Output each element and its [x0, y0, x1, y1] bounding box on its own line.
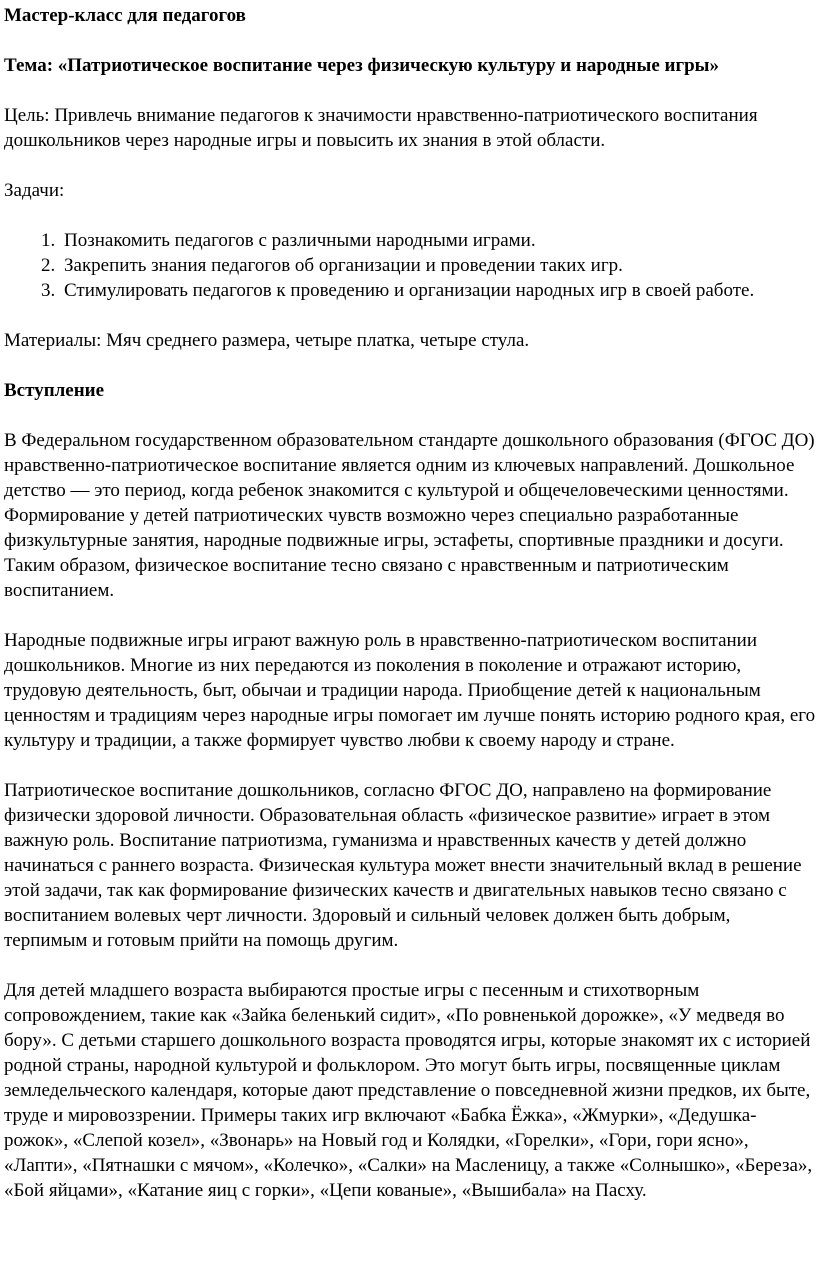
tasks-list [4, 228, 816, 303]
task-item: 3. Стимулировать педагогов к проведению и организации народных игр в своей работе. [60, 278, 816, 303]
task-item: 1. Познакомить педагогов с различными народными играми. [60, 228, 816, 253]
intro-paragraph-3: Патриотическое воспитание дошкольников, согласно ФГОС ДО, направлено на формирование физически здоровой личности. Образовательная область «физическое развитие» играет в этом важную роль. Воспитание патриотизма, гуманизма и нравственных качеств у детей должно начинаться с раннего возраста. Физическая культура может внести значительный вклад в решение этой задачи, так как формирование физических качеств и двигательных навыков тесно связано с воспитанием волевых черт личности. Здоровый и сильный человек должен быть добрым, терпимым и готовым прийти на помощь другим. [4, 780, 802, 951]
tasks-label: Задачи: [4, 180, 65, 201]
materials-paragraph: Материалы: Мяч среднего размера, четыре платка, четыре стула. [4, 330, 530, 351]
intro-paragraph-4: Для детей младшего возраста выбираются простые игры с песенным и стихотворным сопровождением, такие как «Зайка беленький сидит», «По ровненькой дорожке», «У медведя во бору». С детьми старшего дошкольного возраста проводятся игры, которые знакомят их с историей родной страны, народной культурой и фольклором. Это могут быть игры, посвященные циклам земледельческого календаря, которые дают представление о повседневной жизни предков, их быте, труде и мировоззрении. Примеры таких игр включают «Бабка Ёжка», «Жмурки», «Дедушка-рожок», «Слепой козел», «Звонарь» на Новый год и Колядки, «Горелки», «Гори, гори ясно», «Лапти», «Пятнашки с мячом», «Колечко», «Салки» на Масленицу, а также «Солнышко», «Береза», «Бой яйцами», «Катание яиц с горки», «Цепи кованые», «Вышибала» на Пасху. [4, 980, 813, 1201]
task-item: 2. Закрепить знания педагогов об организации и проведении таких игр. [60, 253, 816, 278]
topic-line: Тема: «Патриотическое воспитание через физическую культуру и народные игры» [4, 55, 719, 76]
intro-heading: Вступление [4, 380, 105, 401]
intro-paragraph-2: Народные подвижные игры играют важную роль в нравственно-патриотическом воспитании дошкольников. Многие из них передаются из поколения в поколение и отражают историю, трудовую деятельность, быт, обычаи и традиции народа. Приобщение детей к национальным ценностям и традициям через народные игры помогает им лучше понять историю родного края, его культуру и традиции, а также формирует чувство любви к своему народу и стране. [4, 630, 816, 751]
goal-paragraph: Цель: Привлечь внимание педагогов к значимости нравственно-патриотического воспитания дошкольников через народные игры и повысить их знания в этой области. [4, 105, 758, 151]
intro-paragraph-1: В Федеральном государственном образовательном стандарте дошкольного образования (ФГОС ДО) нравственно-патриотическое воспитание является одним из ключевых направлений. Дошкольное детство — это период, когда ребенок знакомится с культурой и общечеловеческими ценностями. Формирование у детей патриотических чувств возможно через специально разработанные физкультурные занятия, народные подвижные игры, эстафеты, спортивные праздники и досуги. Таким образом, физическое воспитание тесно связано с нравственным и патриотическим воспитанием. [4, 430, 815, 601]
document-title: Мастер-класс для педагогов [4, 5, 246, 26]
